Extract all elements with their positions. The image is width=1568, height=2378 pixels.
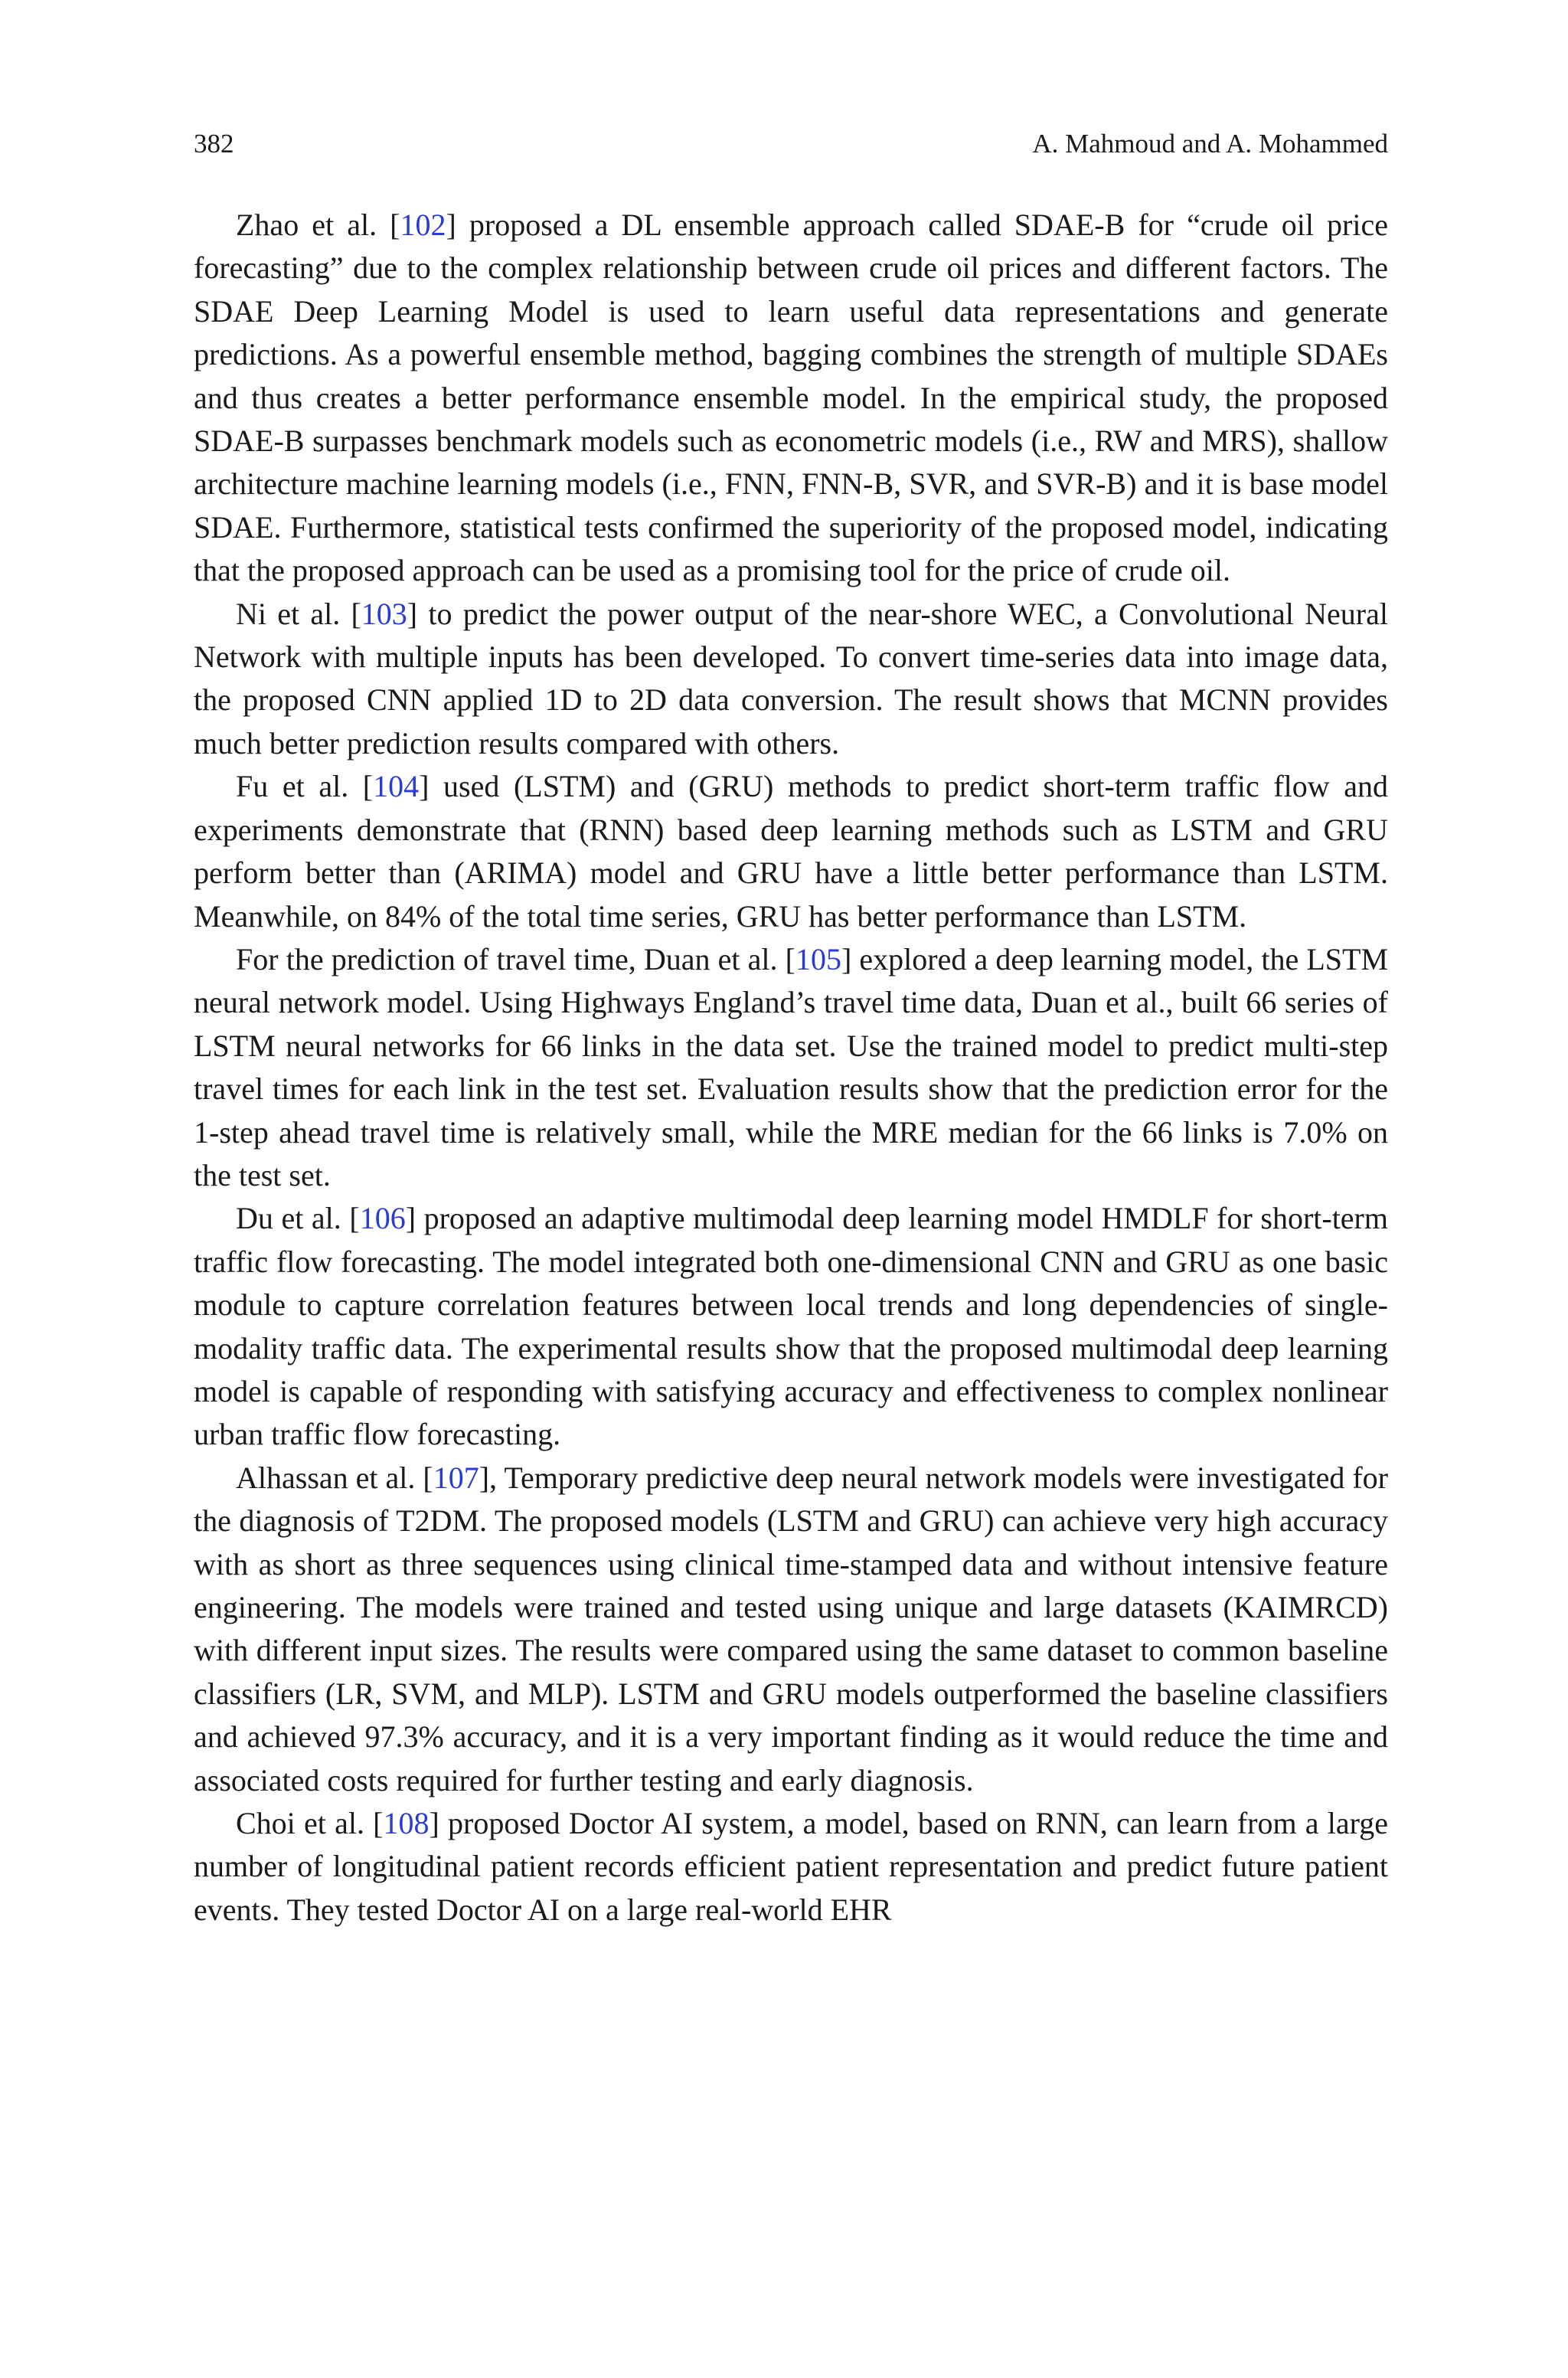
paragraph-fu xyxy=(194,765,1388,938)
citation-link-108[interactable]: 108 xyxy=(383,1806,430,1841)
paragraph-text: Alhassan et al. [ xyxy=(236,1460,433,1495)
citation-link-102[interactable]: 102 xyxy=(400,208,446,242)
citation-link-106[interactable]: 106 xyxy=(359,1201,406,1236)
running-head: A. Mahmoud and A. Mohammed xyxy=(1032,129,1388,159)
paragraph-text: Fu et al. [ xyxy=(236,769,374,804)
paragraph-text: ] proposed Doctor AI system, a model, based on RNN, can learn from a large number of longitudinal patient records efficient patient representation and predict future patient events. They tested Doctor AI on a large real-world EHR xyxy=(194,1806,1388,1927)
paragraph-text: ] to predict the power output of the near-shore WEC, a Convolutional Neural Network with multiple inputs has been developed. To convert time-series data into image data, the proposed CNN applied 1D to 2D data conversion. The result shows that MCNN provides much better prediction results compared with others. xyxy=(194,596,1388,761)
body-text xyxy=(194,204,1388,1932)
paragraph-text: Ni et al. [ xyxy=(236,596,361,631)
citation-link-107[interactable]: 107 xyxy=(433,1460,479,1495)
citation-link-104[interactable]: 104 xyxy=(373,769,420,804)
paragraph-text: ] proposed a DL ensemble approach called SDAE-B for “crude oil price forecasting” due to the complex relationship between crude oil prices and different factors. The SDAE Deep Learning Model is used to learn useful data representations and generate predictions. As a powerful ensemble method, bagging combines the strength of multiple SDAEs and thus creates a better performance ensemble model. In the empirical study, the proposed SDAE-B surpasses benchmark models such as econometric models (i.e., RW and MRS), shallow architecture machine learning models (i.e., FNN, FNN-B, SVR, and SVR-B) and it is base model SDAE. Furthermore, statistical tests confirmed the superiority of the proposed model, indicating that the proposed approach can be used as a promising tool for the price of crude oil. xyxy=(194,208,1388,588)
paragraph-duan xyxy=(194,938,1388,1197)
paragraph-text: ] explored a deep learning model, the LSTM neural network model. Using Highways England’s travel time data, Duan et al., built 66 series of LSTM neural networks for 66 links in the data set. Use the trained model to predict multi-step travel times for each link in the test set. Evaluation results show that the prediction error for the 1-step ahead travel time is relatively small, while the MRE median for the 66 links is 7.0% on the test set. xyxy=(194,941,1389,1192)
paragraph-text: ], Temporary predictive deep neural network models were investigated for the diagnosis of T2DM. The proposed models (LSTM and GRU) can achieve very high accuracy with as short as three sequences using clinical time-stamped data and without intensive feature engineering. The models were trained and tested using unique and large datasets (KAIMRCD) with different input sizes. The results were compared using the same dataset to common baseline classifiers (LR, SVM, and MLP). LSTM and GRU models outperformed the baseline classifiers and achieved 97.3% accuracy, and it is a very important finding as it would reduce the time and associated costs required for further testing and early diagnosis. xyxy=(194,1460,1388,1797)
page-header xyxy=(194,126,1388,162)
paragraph-text: ] proposed an adaptive multimodal deep learning model HMDLF for short-term traffic flow forecasting. The model integrated both one-dimensional CNN and GRU as one basic module to capture correlation features between local trends and long dependencies of single-modality traffic data. The experimental results show that the proposed multimodal deep learning model is capable of responding with satisfying accuracy and effectiveness to complex nonlinear urban traffic flow forecasting. xyxy=(194,1201,1388,1452)
paragraph-text: For the prediction of travel time, Duan et al. [ xyxy=(236,941,795,976)
paragraph-text: Du et al. [ xyxy=(236,1201,360,1236)
paragraph-alhassan xyxy=(194,1457,1388,1802)
paragraph-text: Zhao et al. [ xyxy=(236,208,400,242)
paragraph-ni xyxy=(194,593,1388,766)
paragraph-choi xyxy=(194,1802,1388,1932)
page-number: 382 xyxy=(194,129,234,159)
paragraph-text: ] used (LSTM) and (GRU) methods to predict short-term traffic flow and experiments demonstrate that (RNN) based deep learning methods such as LSTM and GRU perform better than (ARIMA) model and GRU have a little better performance than LSTM. Meanwhile, on 84% of the total time series, GRU has better performance than LSTM. xyxy=(194,769,1388,934)
citation-link-105[interactable]: 105 xyxy=(795,941,841,976)
paragraph-du xyxy=(194,1197,1388,1456)
paragraph-text: Choi et al. [ xyxy=(236,1806,384,1841)
citation-link-103[interactable]: 103 xyxy=(361,596,407,631)
paragraph-zhao xyxy=(194,204,1388,593)
